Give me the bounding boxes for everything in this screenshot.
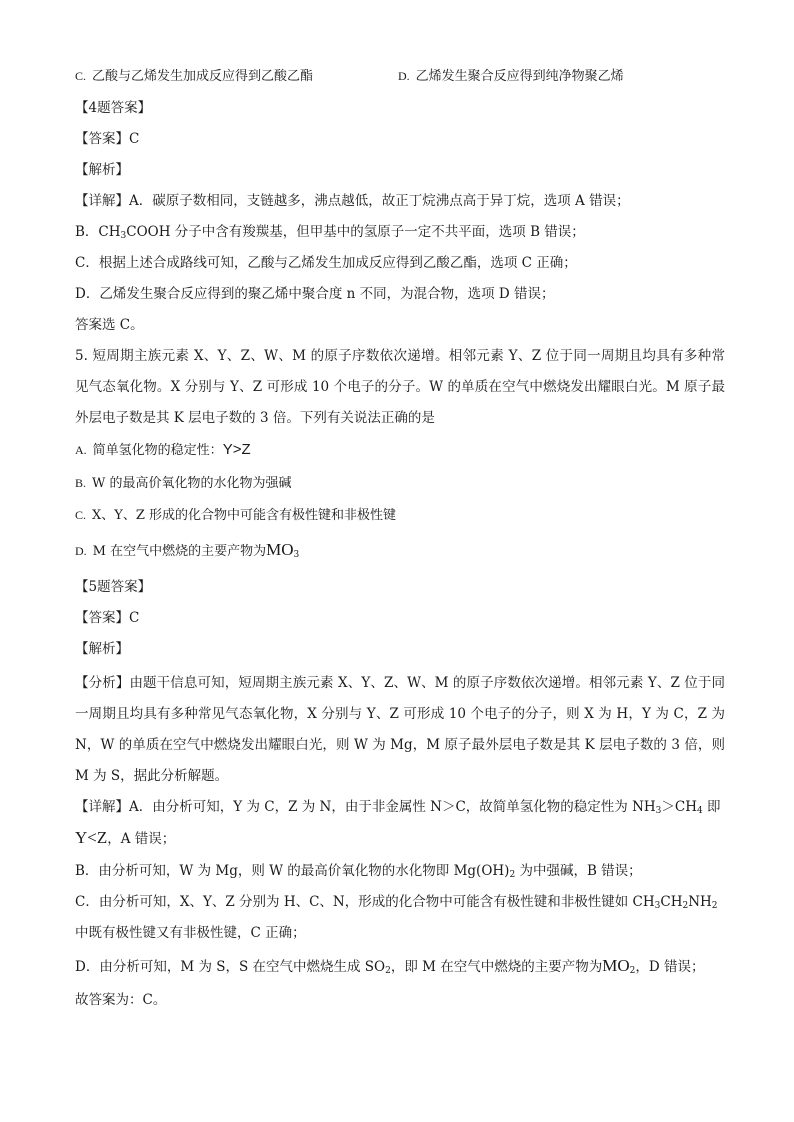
option-d-top (398, 66, 728, 87)
text-run: 【详解】A．由分析可知，Y 为 C，Z 为 N，由于非金属性 N＞C，故简单氢化物的稳定性为 NH (75, 799, 656, 815)
text-run: 即 (702, 799, 721, 815)
q4-detail-a: 【详解】A．碳原子数相同，支链越多，沸点越低，故正丁烷沸点高于异丁烷，选项 A 错误； (75, 193, 630, 209)
text-run: ，D 错误； (635, 959, 705, 975)
q4-conclusion: 答案选 C。 (75, 317, 144, 333)
option-letter: B. (75, 476, 87, 490)
option-letter: D. (75, 544, 87, 558)
inline-math: MO (602, 956, 630, 975)
q5-option-b (75, 473, 725, 494)
text-run: ，即 M 在空气中燃烧的主要产物为 (390, 959, 603, 975)
text-run: NH (688, 894, 712, 910)
subscript: 3 (120, 231, 127, 241)
q4-detail-d: D．乙烯发生聚合反应得到的聚乙烯中聚合度 n 不同，为混合物，选项 D 错误； (75, 286, 555, 302)
q5-analysis-line-1: 【分析】由题干信息可知，短周期主族元素 X、Y、Z、W、M 的原子序数依次递增。相邻元素 Y、Z 位于同 (75, 675, 725, 691)
option-text: X、Y、Z 形成的化合物中可能含有极性键和非极性键 (92, 508, 397, 523)
text-run: B．CH (75, 224, 121, 240)
option-letter: A. (75, 443, 87, 457)
option-math: Y>Z (222, 441, 251, 458)
q5-detail-a-line-1 (75, 797, 725, 817)
q5-detail-b (75, 861, 725, 881)
q5-answer-header: 【5题答案】 (75, 579, 152, 595)
q5-detail-c-line-2: 中既有极性键又有非极性键，C 正确； (75, 925, 306, 941)
text-run: ＞CH (661, 799, 698, 815)
text-run: ，A 错误； (107, 831, 176, 847)
subscript: 2 (385, 966, 391, 976)
text-run: CH (660, 894, 683, 910)
option-letter: D. (398, 69, 410, 83)
q5-option-a (75, 440, 725, 461)
subscript: 4 (697, 806, 703, 816)
text-run: COOH 分子中含有羧羰基，但甲基中的氢原子一定不共平面，选项 B 错误； (126, 224, 585, 240)
option-text: 乙酸与乙烯发生加成反应得到乙酸乙酯 (92, 69, 314, 84)
option-letter: C. (75, 69, 87, 83)
q5-option-c (75, 505, 725, 526)
q5-option-d (75, 540, 725, 562)
option-text: M 在空气中燃烧的主要产物为 (92, 544, 267, 559)
text-run: 为中强碱，B 错误； (515, 863, 642, 879)
text-run: B．由分析可知，W 为 Mg，则 W 的最高价氧化物的水化物即 Mg(OH) (75, 863, 510, 879)
q5-analysis-line-2: 一周期且均具有多种常见气态氧化物，X 分别与 Y、Z 可形成 10 个电子的分子，则 X 为 H，Y 为 C，Z 为 (75, 706, 725, 722)
inline-math: Y<Z (75, 828, 108, 847)
subscript: 3 (293, 550, 300, 560)
option-letter: C. (75, 508, 87, 522)
q4-analysis-header: 【解析】 (75, 162, 129, 178)
q4-answer-header: 【4题答案】 (75, 100, 152, 116)
option-text: 简单氢化物的稳定性： (92, 443, 223, 458)
q5-answer-line: 【答案】C (75, 610, 140, 626)
option-text: 乙烯发生聚合反应得到纯净物聚乙烯 (415, 69, 624, 84)
q5-analysis-header: 【解析】 (75, 641, 129, 657)
q4-answer-line: 【答案】C (75, 131, 140, 147)
text-run: D．由分析可知，M 为 S，S 在空气中燃烧生成 SO (75, 959, 386, 975)
q5-detail-a-line-2 (75, 828, 725, 849)
subscript: 2 (711, 901, 718, 911)
option-text: W 的最高价氧化物的水化物为强碱 (92, 476, 292, 491)
q5-analysis-line-3: N，W 的单质在空气中燃烧发出耀眼白光，则 W 为 Mg，M 原子最外层电子数是其 K 层电子数的 3 倍，则 (75, 737, 725, 753)
subscript: 2 (682, 901, 689, 911)
subscript: 2 (509, 870, 516, 880)
q5-stem-line-3: 外层电子数是其 K 层电子数的 3 倍。下列有关说法正确的是 (75, 410, 435, 426)
text-run: C．由分析可知，X、Y、Z 分别为 H、C、N，形成的化合物中可能含有极性键和非极性键如 CH (75, 894, 655, 910)
q5-analysis-line-4: M 为 S，据此分析解题。 (75, 768, 229, 784)
subscript: 2 (629, 966, 636, 976)
q4-detail-c: C．根据上述合成路线可知，乙酸与乙烯发生加成反应得到乙酸乙酯，选项 C 正确； (75, 255, 577, 271)
q5-detail-c-line-1 (75, 892, 725, 912)
q5-stem-line-2: 见气态氧化物。X 分别与 Y、Z 可形成 10 个电子的分子。W 的单质在空气中燃烧发出耀眼白光。M 原子最 (75, 379, 725, 395)
subscript: 3 (655, 806, 662, 816)
q5-conclusion: 故答案为：C。 (75, 992, 167, 1008)
subscript: 3 (654, 901, 661, 911)
q5-detail-d (75, 956, 725, 977)
option-math: MO (266, 540, 294, 559)
q4-detail-b (75, 222, 725, 242)
q5-stem-line-1: 5. 短周期主族元素 X、Y、Z、W、M 的原子序数依次递增。相邻元素 Y、Z 位于同一周期且均具有多种常 (75, 348, 725, 364)
